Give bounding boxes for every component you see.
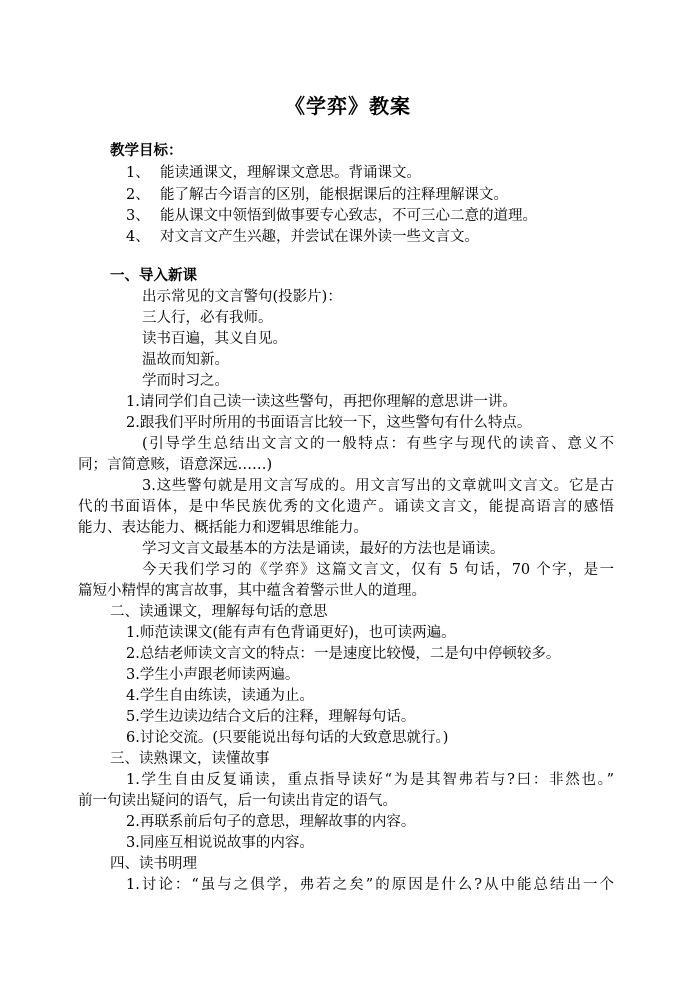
step-line: 3.学生小声跟老师读两遍。 <box>126 667 300 683</box>
step-line: 4.学生自由练读，读通为止。 <box>126 688 314 704</box>
paragraph-line: 代的书面语体，是中华民族优秀的文化遗产。诵读文言文，能提高语言的感悟 <box>78 499 614 515</box>
quote-line: 三人行，必有我师。 <box>142 310 273 326</box>
paragraph-line: 今天我们学习的《学弈》这篇文言文，仅有 5 句话，70 个字，是一 <box>142 562 614 578</box>
objective-number: 4、 <box>126 229 150 245</box>
objective-text: 能从课文中领悟到做事要专心致志，不可三心二意的道理。 <box>160 208 537 224</box>
step-line: 6.讨论交流。(只要能说出每句话的大致意思就行。) <box>126 730 449 746</box>
step-line: 1.请同学们自己读一读这些警句，再把你理解的意思讲一讲。 <box>126 394 517 410</box>
quote-line: 温故而知新。 <box>142 352 229 368</box>
step-line: 2.总结老师读文言文的特点：一是速度比较慢，二是句中停顿较多。 <box>126 646 561 662</box>
section-heading: 二、读通课文，理解每句话的意思 <box>110 604 328 620</box>
step-line: 3.同座互相说说故事的内容。 <box>126 835 314 851</box>
step-line: 1.讨论：“虽与之俱学，弗若之矣”的原因是什么?从中能总结出一个 <box>126 877 614 893</box>
step-line: 2.跟我们平时所用的书面语言比较一下，这些警句有什么特点。 <box>126 415 532 431</box>
paragraph-line: 3.这些警句就是用文言写成的。用文言写出的文章就叫文言文。它是古 <box>142 478 614 494</box>
paragraph-line: 学习文言文最基本的方法是诵读，最好的方法也是诵读。 <box>142 541 505 557</box>
objectives-heading: 教学目标： <box>110 142 183 159</box>
paragraph-line: 同；言简意赅，语意深远……) <box>78 457 273 473</box>
paragraph-line: (引导学生总结出文言文的一般特点：有些字与现代的读音、意义不 <box>142 436 614 452</box>
paragraph-line: 出示常见的文言警句(投影片)： <box>142 289 342 305</box>
quote-line: 学而时习之。 <box>142 373 229 389</box>
paragraph-line: 能力、表达能力、概括能力和逻辑思维能力。 <box>78 520 368 536</box>
objective-number: 3、 <box>126 208 150 224</box>
objective-number: 2、 <box>126 187 150 203</box>
step-line: 5.学生边读边结合文后的注释，理解每句话。 <box>126 709 416 725</box>
objective-text: 能读通课文，理解课文意思。背诵课文。 <box>160 165 421 181</box>
section-heading: 三、读熟课文，读懂故事 <box>110 751 270 767</box>
objective-text: 能了解古今语言的区别，能根据课后的注释理解课文。 <box>160 187 508 203</box>
paragraph-line: 篇短小精悍的寓言故事，其中蕴含着警示世人的道理。 <box>78 583 426 599</box>
step-line: 2.再联系前后句子的意思，理解故事的内容。 <box>126 814 416 830</box>
objective-number: 1、 <box>126 165 150 181</box>
step-line: 1.师范读课文(能有声有色背诵更好)，也可读两遍。 <box>126 625 456 641</box>
objective-text: 对文言文产生兴趣，并尝试在课外读一些文言文。 <box>160 229 479 245</box>
section-heading: 一、导入新课 <box>110 267 197 284</box>
paragraph-line: 前一句读出疑问的语气，后一句读出肯定的语气。 <box>78 793 397 809</box>
document-title: 《学弈》教案 <box>285 94 411 118</box>
step-line: 1.学生自由反复诵读，重点指导读好“为是其智弗若与?曰：非然也。” <box>126 772 614 788</box>
quote-line: 读书百遍，其义自见。 <box>142 331 287 347</box>
section-heading: 四、读书明理 <box>110 856 197 872</box>
